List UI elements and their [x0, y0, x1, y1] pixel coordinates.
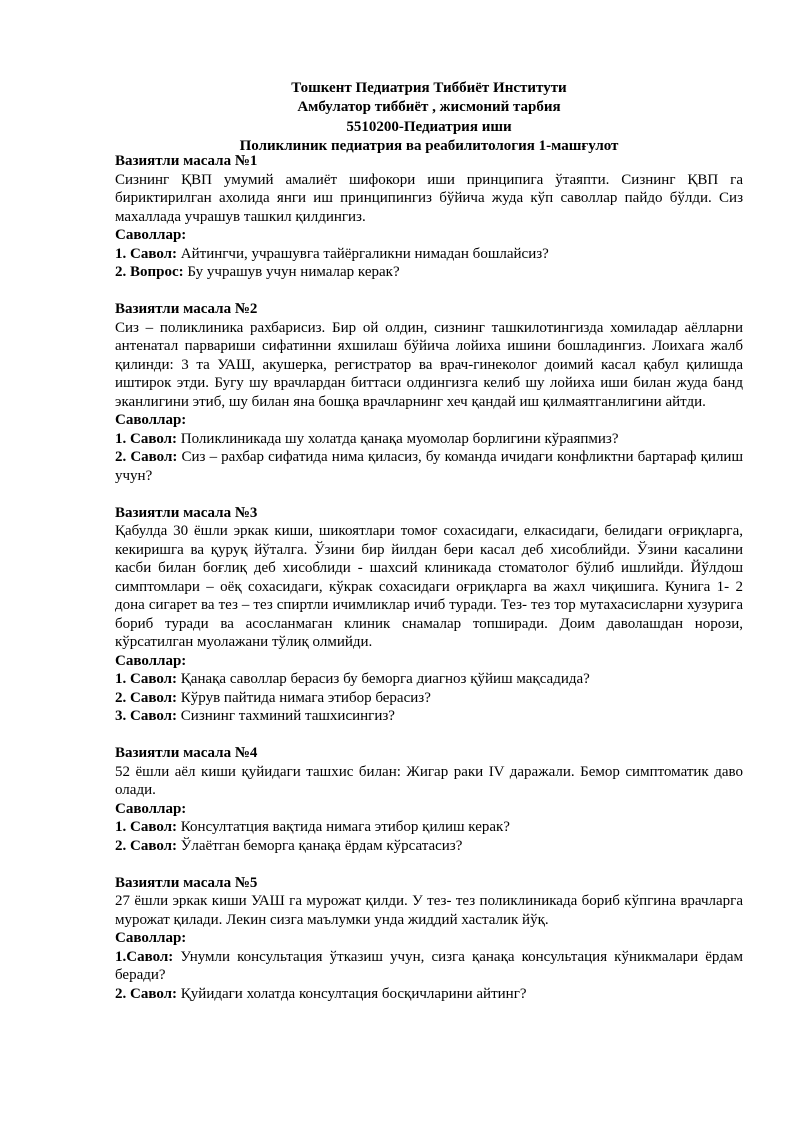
case-title: Вазиятли масала №2: [115, 301, 258, 317]
question-number: 2. Савол:: [115, 449, 178, 465]
case-text: 27 ёшли эркак киши УАШ га мурожат қилди. У тез- тез поликлиникада бориб кўпгина врачларга мурожат қилади. Лекин сизга маълумки унда жиддий хасталик йўқ.: [115, 893, 743, 928]
question-number: 1. Савол:: [115, 430, 178, 447]
question-item: [115, 670, 743, 689]
questions-label: Саволлар:: [115, 930, 187, 946]
question-text: Сизнинг тахминий ташхисингиз?: [177, 708, 395, 724]
case-5: [115, 874, 743, 1004]
case-text: Сизнинг ҚВП умумий амалиёт шифокори иши принципига ўтаяпти. Сизнинг ҚВП га бириктирилган ахолида янги иш принципингиз бўйича жуда кўп саволлар пайдо бўлди. Сиз махаллада учрашув ташкил қилдингиз.: [115, 171, 743, 225]
case-title: Вазиятли масала №1: [115, 153, 258, 169]
question-text: Қанақа саволлар берасиз бу беморга диагноз қўйиш мақсадида?: [177, 671, 590, 687]
question-text: Ўлаётган беморга қанақа ёрдам кўрсатасиз?: [177, 837, 463, 854]
lesson-title: Поликлиник педиатрия ва реабилитология 1-машғулот: [239, 137, 619, 154]
department-name: Амбулатор тиббиёт , жисмоний тарбия: [297, 99, 561, 116]
question-item: [115, 707, 743, 726]
document-body: [115, 152, 743, 1003]
question-text: Поликлиникада шу холатда қанақа муомолар борлигини кўраяпмиз?: [177, 430, 619, 447]
question-text: Сиз – рахбар сифатида нима қиласиз, бу команда ичидаги конфликтни бартараф қилиш учун?: [115, 449, 744, 484]
case-1: [115, 152, 743, 282]
question-number: 1.Савол:: [115, 948, 174, 965]
question-text: Бу учрашув учун нималар керак?: [183, 264, 400, 280]
question-item: [115, 948, 743, 985]
question-text: Кўрув пайтида нимага этибор берасиз?: [177, 689, 431, 706]
question-item: [115, 263, 743, 282]
questions-label: Саволлар:: [115, 800, 187, 817]
case-3: [115, 504, 743, 726]
question-text: Қуйидаги холатда консултация босқичларини айтинг?: [177, 985, 527, 1002]
question-number: 3. Савол:: [115, 708, 178, 724]
case-4: [115, 744, 743, 855]
question-text: Айтингчи, учрашувга тайёргаликни нимадан бошлайсиз?: [177, 245, 549, 262]
question-text: Консултатция вақтида нимага этибор қилиш керак?: [177, 819, 510, 835]
case-title: Вазиятли масала №4: [115, 745, 258, 761]
question-item: [115, 985, 743, 1004]
specialty-code: 5510200-Педиатрия иши: [346, 118, 512, 135]
case-text: 52 ёшли аёл киши қуйидаги ташхис билан: Жигар раки IV даражали. Бемор симптоматик даво олади.: [115, 763, 743, 798]
case-text: Қабулда 30 ёшли эркак киши, шикоятлари томоғ сохасидаги, елкасидаги, белидаги оғриқларга, кекиришга ва қуруқ йўталга. Ўзини бир йилдан бери касал деб хисоблийди. Ўзини касалини касби билан боғлиқ деб хисоблиди - шахсий клиникада стоматолог бўлиб ишлийди. Йўлдош симптомлари – оёқ сохасидаги, кўкрак сохасидаги оғриқларга ва жахл чиқишига. Кунига 1- 2 дона сигарет ва тез – тез спиртли ичимликлар ичиб туради. Тез- тез тор мутахасисларни хузурига бориб туради ва асосланмаган клиник снамалар топширади. Доим даволашдан норози, кўрсатилган муолажани тўлиқ олмийди.: [115, 523, 743, 650]
case-title: Вазиятли масала №3: [115, 504, 258, 521]
question-item: [115, 430, 743, 449]
question-number: 2. Вопрос:: [115, 264, 184, 280]
question-item: [115, 448, 743, 485]
question-number: 1. Савол:: [115, 819, 178, 835]
question-item: [115, 689, 743, 708]
question-number: 2. Савол:: [115, 689, 178, 706]
questions-label: Саволлар:: [115, 227, 187, 243]
question-item: [115, 818, 743, 837]
questions-label: Саволлар:: [115, 652, 187, 669]
case-title: Вазиятли масала №5: [115, 874, 258, 891]
question-number: 1. Савол:: [115, 671, 178, 687]
question-text: Унумли консультация ўтказиш учун, сизга қанақа консультация кўникмалари ёрдам беради?: [115, 948, 743, 983]
case-2: [115, 300, 743, 485]
question-number: 2. Савол:: [115, 985, 178, 1002]
question-number: 2. Савол:: [115, 837, 178, 854]
institute-name: Тошкент Педиатрия Тиббиёт Институти: [291, 80, 567, 96]
case-text: Сиз – поликлиника рахбарисиз. Бир ой олдин, сизнинг ташкилотингизда хомиладар аёлларни антенатал парвариши сифатинни яхшилаш бўйича лойиха ишини бошладингиз. Лоихага жалб қилинди: 3 та УАШ, акушерка, регистратор ва врач-гинеколог доимий касал қабул қилишда иштирок этди. Бугу шу врачлардан биттаси олдингизга келиб шу лойиха иши билан жуда банд эканлигини этиб, шу билан яна бошқа врачларнинг хеч қандай иш қилмаятганлигини айтди.: [115, 319, 743, 410]
question-item: [115, 837, 743, 856]
questions-label: Саволлар:: [115, 412, 187, 428]
question-number: 1. Савол:: [115, 245, 178, 262]
document-header: [115, 79, 743, 156]
question-item: [115, 245, 743, 264]
